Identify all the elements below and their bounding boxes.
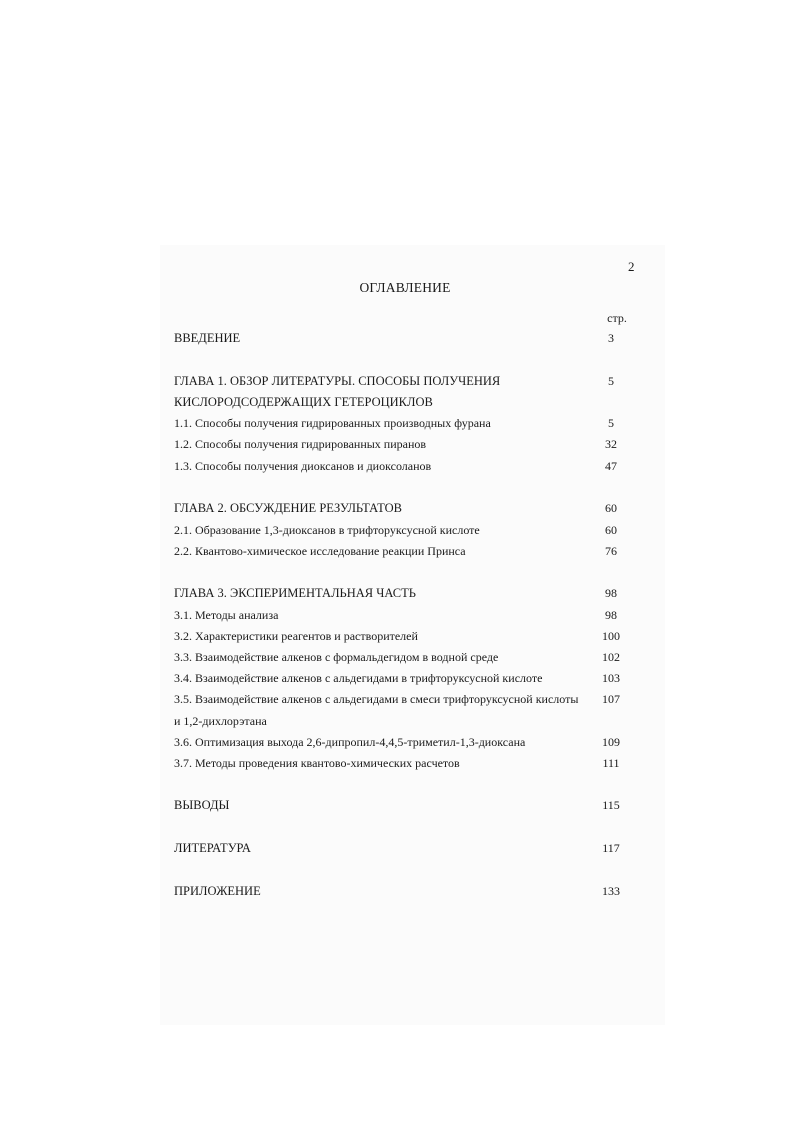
- toc-entry-label: ВВЕДЕНИЕ: [174, 331, 241, 345]
- toc-entry-label: 2.1. Образование 1,3-диоксанов в трифторуксусной кислоте: [174, 523, 480, 537]
- toc-entry-label: ГЛАВА 2. ОБСУЖДЕНИЕ РЕЗУЛЬТАТОВ: [174, 501, 402, 515]
- toc-entry-label: 3.6. Оптимизация выхода 2,6-дипропил-4,4,5-триметил-1,3-диоксана: [174, 735, 526, 749]
- toc-entry-label: 1.3. Способы получения диоксанов и диоксоланов: [174, 459, 432, 473]
- toc-entry-chapter-3: [174, 586, 634, 604]
- toc-entry-3-6: [174, 735, 634, 753]
- toc-entry-page: 117: [602, 841, 620, 855]
- toc-entry-page: 133: [602, 884, 620, 898]
- toc-entry-page: 102: [602, 650, 620, 664]
- toc-entry-label: 1.2. Способы получения гидрированных пиранов: [174, 437, 427, 451]
- toc-entry-page: 60: [605, 523, 617, 537]
- page-number: 2: [628, 259, 635, 274]
- toc-entry-appendix: [174, 884, 634, 902]
- toc-entry-page: 111: [602, 756, 620, 770]
- toc-entry-label: 3.4. Взаимодействие алкенов с альдегидами в трифторуксусной кислоте: [174, 671, 543, 685]
- toc-entry-3-7: [174, 756, 634, 774]
- toc-entry-2-2: [174, 544, 634, 562]
- toc-entry-label: ГЛАВА 3. ЭКСПЕРИМЕНТАЛЬНАЯ ЧАСТЬ: [174, 586, 416, 600]
- toc-entry-label: 3.1. Методы анализа: [174, 608, 279, 622]
- toc-entry-3-2: [174, 629, 634, 647]
- toc-entry-1-2: [174, 437, 634, 455]
- toc-entry-label: ВЫВОДЫ: [174, 798, 230, 812]
- toc-entry-label: ЛИТЕРАТУРА: [174, 841, 251, 855]
- toc-entry-conclusions: [174, 798, 634, 816]
- toc-entry-3-1: [174, 608, 634, 626]
- toc-entry-page: 3: [608, 331, 614, 345]
- toc-entry-chapter-2: [174, 501, 634, 519]
- toc-entry-chapter-1: [174, 374, 634, 392]
- toc-entry-2-1: [174, 523, 634, 541]
- toc-entry-introduction: [174, 331, 634, 349]
- toc-entry-1-1: [174, 416, 634, 434]
- toc-entry-label: ПРИЛОЖЕНИЕ: [174, 884, 261, 898]
- toc-entry-label: 2.2. Квантово-химическое исследование реакции Принса: [174, 544, 466, 558]
- toc-entry-label: КИСЛОРОДСОДЕРЖАЩИХ ГЕТЕРОЦИКЛОВ: [174, 395, 433, 409]
- toc-title: ОГЛАВЛЕНИЕ: [359, 280, 451, 295]
- toc-entry-3-3: [174, 650, 634, 668]
- toc-entry-chapter-1-continued: [174, 395, 634, 413]
- toc-entry-page: 100: [602, 629, 620, 643]
- toc-entry-label: и 1,2-дихлорэтана: [174, 714, 267, 728]
- toc-entry-references: [174, 841, 634, 859]
- toc-entry-page: 5: [608, 416, 614, 430]
- toc-entry-label: ГЛАВА 1. ОБЗОР ЛИТЕРАТУРЫ. СПОСОБЫ ПОЛУЧЕНИЯ: [174, 374, 501, 388]
- toc-entry-label: 3.5. Взаимодействие алкенов с альдегидами в смеси трифторуксусной кислоты: [174, 692, 579, 706]
- toc-entry-page: 98: [605, 586, 617, 600]
- page-column-label: стр.: [607, 311, 627, 325]
- toc-entry-page: 5: [608, 374, 614, 388]
- toc-entry-label: 3.2. Характеристики реагентов и растворителей: [174, 629, 418, 643]
- toc-entry-page: 47: [605, 459, 617, 473]
- toc-entry-1-3: [174, 459, 634, 477]
- toc-entry-page: 115: [602, 798, 620, 812]
- toc-entry-3-5: [174, 692, 634, 710]
- toc-entry-page: 107: [602, 692, 620, 706]
- toc-entry-label: 3.7. Методы проведения квантово-химических расчетов: [174, 756, 460, 770]
- toc-entry-label: 1.1. Способы получения гидрированных производных фурана: [174, 416, 491, 430]
- toc-entry-page: 98: [605, 608, 617, 622]
- toc-entry-label: 3.3. Взаимодействие алкенов с формальдегидом в водной среде: [174, 650, 499, 664]
- toc-entry-3-5-continued: [174, 714, 634, 732]
- toc-entry-3-4: [174, 671, 634, 689]
- toc-entry-page: 60: [605, 501, 617, 515]
- toc-entry-page: 109: [602, 735, 620, 749]
- toc-entry-page: 103: [602, 671, 620, 685]
- toc-entry-page: 76: [605, 544, 617, 558]
- toc-entry-page: 32: [605, 437, 617, 451]
